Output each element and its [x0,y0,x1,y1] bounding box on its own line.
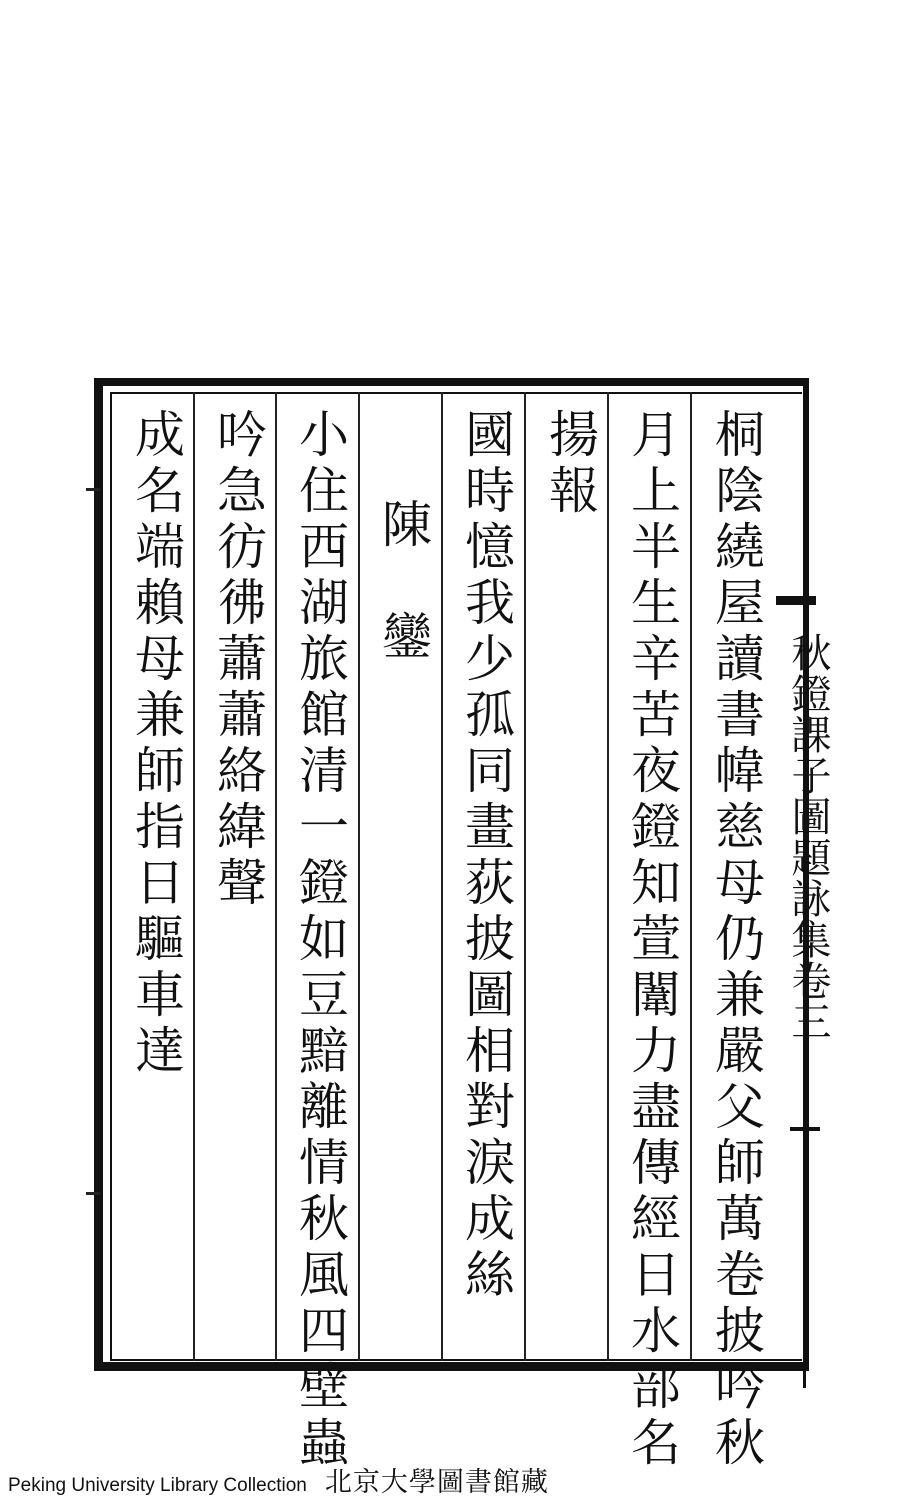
column-rule [607,392,609,1361]
author-name: 陳 鑾 [374,498,432,666]
column-rule [441,392,443,1361]
text-column-4: 國時憶我少孤同畫荻披圖相對淚成絲 [457,408,515,1304]
fold-fishtail-mark [776,596,816,605]
column-rule [193,392,195,1361]
caption-chinese: 北京大學圖書館藏 [324,1467,549,1498]
margin-tick [86,488,100,491]
text-column-2: 月上半生辛苦夜鐙知萱闈力盡傳經日水部名 [623,408,681,1472]
margin-tick [86,1192,100,1195]
column-rule [358,392,360,1361]
text-column-6: 小住西湖旅館清一鐙如豆黯離情秋風四壁蟲 [291,408,349,1472]
library-caption [8,1460,549,1499]
caption-english: Peking University Library Collection [8,1475,307,1496]
fold-title: 秋鐙課子圖題詠集卷三 [785,632,831,1042]
text-column-3: 揚報 [541,408,599,520]
text-column-1: 桐陰繞屋讀書幃慈母仍兼嚴父師萬卷披吟秋 [707,408,765,1472]
column-rule [690,392,692,1361]
text-column-7: 吟急彷彿蕭蕭絡緯聲 [209,408,267,912]
column-rule [275,392,277,1361]
text-column-8: 成名端賴母兼師指日驅車達 [127,408,185,1080]
fold-page-mark [790,1127,820,1131]
column-rule [524,392,526,1361]
